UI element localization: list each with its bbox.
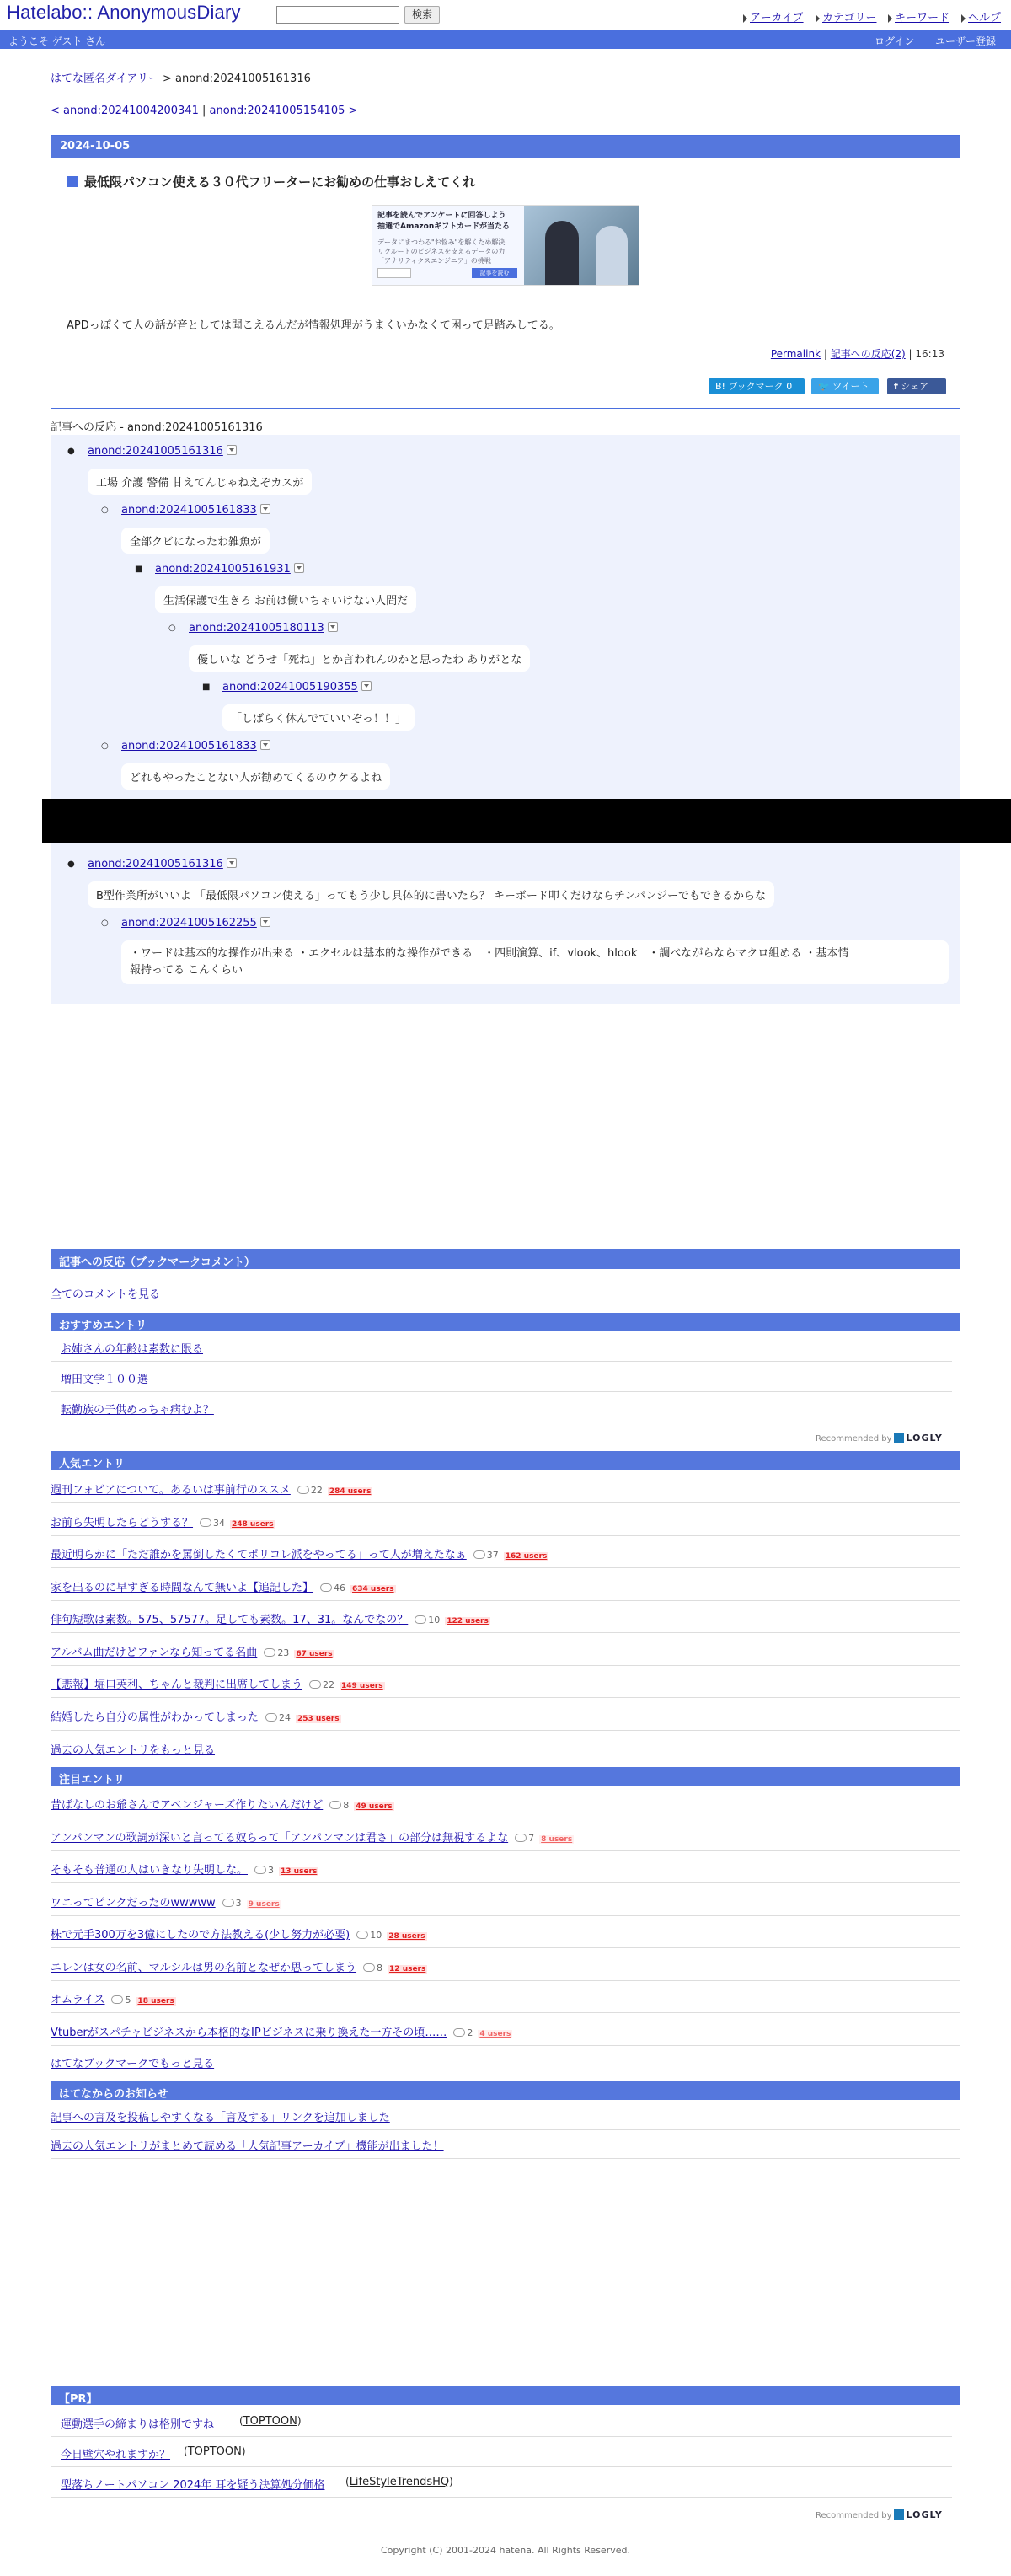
comment-bubble-icon [265,1713,277,1722]
comment-count[interactable] [222,1898,242,1909]
attention-heading: 注目エントリ [51,1767,960,1786]
comment-bubble-icon [356,1931,368,1939]
entry-line [51,2023,512,2039]
article-date: 2024-10-05 [51,136,960,158]
pager [51,104,357,117]
entry-line [51,1675,385,1691]
comment-count[interactable] [473,1550,499,1561]
search-button[interactable]: 検索 [404,6,440,24]
comment-number: 22 [323,1679,335,1690]
square-icon [67,176,78,187]
comment-bubble-icon [309,1680,321,1689]
entry-line [51,1796,394,1812]
site-logo[interactable]: Hatelabo:: AnonymousDiary [7,2,241,23]
comment-number: 3 [235,1897,242,1909]
reaction-link[interactable]: anond:20241005161833 [121,740,257,752]
comment-bubble-icon [200,1518,211,1527]
comment-count[interactable] [254,1865,274,1876]
comment-count[interactable] [264,1647,289,1658]
pr-source: (TOPTOON) [184,2445,246,2458]
users-badge[interactable]: 634 users [352,1584,394,1593]
reaction-link[interactable]: anond:20241005180113 [189,622,324,635]
reaction-item [121,917,270,929]
next-entry-link[interactable]: anond:20241005154105 > [209,104,358,117]
reaction-item [222,681,372,694]
reactions-link[interactable]: 記事への反応(2) [830,348,906,360]
comment-count[interactable] [200,1518,225,1529]
reaction-link[interactable]: anond:20241005190355 [222,681,358,694]
comment-number: 34 [213,1517,226,1529]
entry-row [51,1569,960,1601]
comment-number: 10 [428,1615,441,1625]
breadcrumb-root[interactable]: はてな匿名ダイアリー [51,72,159,85]
comment-count[interactable] [453,2027,473,2038]
reaction-text: 工場 介護 警備 甘えてんじゃねえぞカスが [88,469,312,495]
comment-number: 23 [277,1647,290,1658]
comment-bubble-icon [254,1866,266,1874]
comment-number: 8 [377,1962,383,1974]
users-badge[interactable]: 28 users [388,1932,425,1941]
entry-row [51,1851,960,1883]
comment-bubble-icon [363,1963,375,1972]
entry-line [51,1990,176,2006]
entry-link[interactable]: お前ら失明したらどうする？ [51,1516,194,1529]
dropdown-icon[interactable] [260,504,270,514]
recommended-item [51,1362,952,1392]
entry-row [51,1981,960,2013]
comment-number: 3 [268,1865,275,1876]
entry-row [51,1666,960,1698]
article-meta: Permalink | 記事への反応(2) | 16:13 [770,348,944,360]
post-time: | 16:13 [908,348,944,360]
bullet-icon: ● [67,447,75,456]
entry-line [51,1610,490,1626]
entry-line [51,1893,281,1909]
reaction-item [88,858,237,870]
comment-bubble-icon [111,1995,123,2004]
reaction-text: 生活保護で生きろ お前は働いちゃいけない人間だ [155,586,416,613]
comment-bubble-icon [329,1801,341,1809]
users-badge[interactable]: 49 users [356,1802,393,1811]
recommended-link[interactable]: お姉さんの年齢は素数に限る [61,1343,204,1356]
triangle-icon [816,14,820,23]
users-badge[interactable]: 149 users [341,1682,383,1690]
reaction-item [189,622,338,635]
entry-link[interactable]: 家を出るのに早すぎる時間なんて無いよ【追記した】 [51,1581,314,1594]
comment-number: 8 [343,1800,350,1811]
news-item [51,2130,960,2159]
entry-link[interactable]: 最近明らかに「ただ誰かを罵倒したくてポリコレ派をやってる」って人が増えたなぁ [51,1549,467,1561]
comment-count[interactable] [515,1833,534,1844]
welcome-text: ようこそ ゲスト さん [8,35,106,47]
comment-bubble-icon [222,1899,234,1907]
comment-count[interactable] [297,1485,323,1496]
article-title: 最低限パソコン使える３０代フリーターにお勧めの仕事おしえてくれ [67,173,475,190]
dropdown-icon[interactable] [227,858,237,868]
dropdown-icon[interactable] [328,622,338,632]
news-heading: はてなからのお知らせ [51,2081,960,2100]
entry-link[interactable]: 昔ばなしのお爺さんでアベンジャーズ作りたいんだけど [51,1799,324,1812]
entry-line [51,1958,427,1974]
entry-row [51,1699,960,1731]
entry-link[interactable]: エレンは女の名前、マルシルは男の名前となぜか思ってしまう [51,1961,357,1974]
breadcrumb [51,69,311,85]
users-badge[interactable]: 4 users [479,2029,511,2038]
entry-row [51,1536,960,1568]
reaction-text: 優しいな どうせ「死ね」とか言われんのかと思ったわ ありがとな [189,645,530,672]
recommended-link[interactable]: 転勤族の子供めっちゃ病むよ？ [61,1404,214,1417]
dropdown-icon[interactable] [260,917,270,927]
pr-item [51,2467,952,2498]
entry-row [51,1819,960,1851]
comment-number: 22 [310,1485,323,1496]
search-input[interactable] [276,6,399,24]
entry-row [51,1786,960,1818]
entry-row [51,1601,960,1633]
comment-number: 2 [467,2027,473,2038]
recommended-item [51,1392,952,1422]
reactions-heading: 記事への反応 - anond:20241005161316 [51,418,960,436]
hatena-bookmark-button[interactable]: B! ブックマーク 0 [709,378,805,394]
bookmark-comments-heading: 記事への反応（ブックマークコメント） [51,1249,960,1269]
entry-line [51,1481,372,1497]
entry-row [51,1504,960,1536]
nav-category[interactable]: カテゴリー [816,8,876,24]
banner-logo [377,268,411,278]
person-1 [545,221,579,286]
pr-link[interactable]: 型落ちノートパソコン 2024年 耳を疑う決算処分価格 [61,2479,325,2492]
pr-item [51,2437,952,2467]
pager-sep: | [202,104,206,117]
banner-title: 記事を読んでアンケートに回答しよう 抽選でAmazonギフトカードが当たる [377,212,510,231]
bullet-icon: ○ [101,918,109,928]
comment-count[interactable] [265,1712,291,1723]
facebook-share-button[interactable]: f シェア [887,378,946,394]
entry-line [51,1829,574,1845]
news-link[interactable]: 過去の人気エントリがまとめて読める「人気記事アーカイブ」機能が出ました！ [51,2140,444,2153]
entry-link[interactable]: 【悲報】堀口英利、ちゃんと裁判に出席してしまう [51,1679,303,1691]
pr-heading: 【PR】 [51,2386,960,2405]
comment-number: 10 [370,1930,382,1941]
comment-bubble-icon [515,1834,527,1842]
logly-icon [894,1433,904,1443]
comment-number: 5 [125,1995,131,2006]
entry-line [51,1513,275,1529]
pr-source: (LifeStyleTrendsHQ) [345,2476,453,2488]
reaction-link[interactable]: anond:20241005161833 [121,504,257,517]
comment-number: 7 [528,1832,535,1844]
comment-count[interactable] [415,1615,440,1625]
comment-bubble-icon [297,1486,309,1494]
bullet-icon: ○ [101,506,109,515]
comment-bubble-icon [264,1648,275,1657]
entry-link[interactable]: オムライス [51,1994,105,2006]
entry-link[interactable]: 俳句短歌は素数。575、57577。足しても素数。17、31。なんでなの？ [51,1614,409,1626]
users-badge[interactable]: 12 users [389,1964,426,1974]
users-badge[interactable]: 253 users [297,1714,340,1723]
user-bar [0,30,1011,49]
users-badge[interactable]: 162 users [505,1552,548,1561]
entry-link[interactable]: アンパンマンの歌詞が深いと言ってる奴らって「アンパンマンは君さ」の部分は無視するよな [51,1831,509,1845]
entry-row [51,1949,960,1981]
bullet-icon: ○ [168,624,176,633]
ad-banner[interactable] [372,205,639,286]
entry-link[interactable]: 株で元手300万を3億にしたので方法教える(少し努力が必要) [51,1929,350,1941]
article-body: APDっぽくて人の話が音としては聞こえるんだが情報処理がうまくいかなくて困って足踏みしてる。 [67,319,560,332]
dropdown-icon[interactable] [361,681,372,691]
news-link[interactable]: 記事への言及を投稿しやすくなる「言及する」リンクを追加しました [51,2112,390,2124]
comment-number: 37 [486,1550,499,1561]
dropdown-icon[interactable] [294,563,304,573]
users-badge[interactable]: 8 users [541,1834,573,1844]
users-badge[interactable]: 122 users [447,1617,489,1625]
reaction-link[interactable]: anond:20241005162255 [121,917,257,929]
header [0,0,1011,30]
logly-credit: Recommended by LOGLY [816,1433,943,1443]
entry-row [51,1634,960,1666]
pr-link[interactable]: 今日壁穴やれますか？ [61,2449,171,2461]
entry-line [51,1861,318,1877]
reaction-text: 全部クビになったわ雑魚が [121,528,270,554]
banner-subtitle: データにまつわる"お悩み"を解くため解決 リクルートのビジネスを支えるデータの力 「アナリティクスエンジニア」の挑戦 [377,238,506,265]
person-2 [596,226,628,286]
comment-bubble-icon [453,2028,465,2037]
redaction-bar [42,799,1011,843]
nav-help[interactable]: ヘルプ [961,8,1001,24]
twitter-icon: 🐦 [818,381,830,392]
entry-link[interactable]: ワニってピンクだったのwwwww [51,1896,216,1909]
entry-line [51,1643,334,1659]
comment-count[interactable] [356,1930,382,1941]
comment-bubble-icon [320,1583,332,1592]
reaction-item [88,445,237,458]
entry-line [51,1708,341,1724]
reaction-item [121,504,270,517]
comment-number: 24 [279,1711,292,1723]
banner-button[interactable]: 記事を読む [472,268,517,278]
breadcrumb-current: anond:20241005161316 [175,72,311,85]
entry-row [51,2014,960,2046]
recommended-link[interactable]: 増田文学１００選 [61,1374,149,1386]
users-badge[interactable]: 13 users [281,1867,318,1876]
entry-row [51,1916,960,1948]
entry-link[interactable]: アルバム曲だけどファンなら知ってる名曲 [51,1646,258,1659]
reaction-text: B型作業所がいいよ 「最低限パソコン使える」ってもう少し具体的に書いたら？ キーボード叩くだけならチンパンジーでもできるからな [88,881,774,908]
login-link[interactable]: ログイン [875,35,915,47]
reaction-link[interactable]: anond:20241005161316 [88,445,223,458]
reaction-text: どれもやったことない人が勧めてくるのウケるよね [121,763,390,790]
reaction-item [121,740,270,752]
triangle-icon [743,14,747,23]
triangle-icon [888,14,892,23]
recommended-item [51,1331,952,1362]
bullet-icon: ● [67,860,75,869]
comment-bubble-icon [415,1615,426,1624]
triangle-icon [961,14,966,23]
bullet-icon: ■ [202,683,211,692]
reaction-link[interactable]: anond:20241005161316 [88,858,223,870]
users-badge[interactable]: 67 users [296,1649,333,1658]
dropdown-icon[interactable] [227,445,237,455]
comment-count[interactable] [329,1800,349,1811]
prev-entry-link[interactable]: < anond:20241004200341 [51,104,199,117]
copyright: Copyright (C) 2001-2024 hatena. All Rights Reserved. [381,2545,630,2556]
entry-row [51,1884,960,1916]
reaction-text: ・ワードは基本的な操作が出来る ・エクセルは基本的な操作ができる ・四則演算、if、vlook、hlook ・調べながらならマクロ組める ・基本情 報持ってる こんくらい [121,940,949,984]
entry-link[interactable]: そもそも普通の人はいきなり失明しな。 [51,1864,249,1877]
comment-count[interactable] [363,1963,382,1974]
entry-line [51,1545,548,1561]
entry-link[interactable]: 週刊フォビアについて。あるいは事前行のススメ [51,1484,291,1497]
all-comments-link[interactable]: 全てのコメントを見る [51,1288,161,1301]
users-badge[interactable]: 284 users [329,1487,372,1496]
comment-bubble-icon [473,1550,485,1559]
nav-keyword[interactable]: キーワード [888,8,949,24]
attention-more-link[interactable]: はてなブックマークでもっと見る [51,2058,215,2070]
entry-row [51,1471,960,1503]
breadcrumb-sep: > [162,72,172,85]
nav-archive[interactable]: アーカイブ [743,8,804,24]
bullet-icon: ■ [135,565,143,574]
article [51,135,960,409]
comment-count[interactable] [111,1995,131,2006]
comment-count[interactable] [320,1583,345,1593]
reactions-tree [51,435,960,1004]
entry-line [51,1925,427,1941]
reaction-item [155,563,304,576]
users-badge[interactable]: 248 users [232,1519,274,1529]
entry-link[interactable]: Vtuberがスパチャビジネスから本格的なIPビジネスに乗り換えた一方その頃…… [51,2026,447,2039]
tweet-button[interactable]: 🐦 ツイート [811,378,879,394]
facebook-icon: f [894,381,898,392]
pr-link[interactable]: 運動選手の締まりは格別ですね [61,2418,215,2431]
register-link[interactable]: ユーザー登録 [935,35,997,47]
pr-item [51,2407,952,2437]
popular-more-link[interactable]: 過去の人気エントリをもっと見る [51,1744,216,1757]
recommended-heading: おすすめエントリ [51,1313,960,1331]
logly-icon [894,2509,904,2520]
bullet-icon: ○ [101,742,109,751]
users-badge[interactable]: 9 users [248,1899,280,1909]
comment-count[interactable] [309,1679,334,1690]
users-badge[interactable]: 18 users [137,1997,174,2006]
reaction-text: 「しばらく休んでていいぞっ！！」 [222,704,415,731]
news-item [51,2102,960,2130]
pr-source: (TOPTOON) [239,2415,302,2428]
popular-heading: 人気エントリ [51,1451,960,1470]
comment-number: 46 [334,1582,346,1593]
reaction-link[interactable]: anond:20241005161931 [155,563,291,576]
logly-credit: Recommended by LOGLY [816,2509,943,2520]
entry-line [51,1578,396,1594]
dropdown-icon[interactable] [260,740,270,750]
entry-link[interactable]: 結婚したら自分の属性がわかってしまった [51,1711,259,1724]
permalink[interactable]: Permalink [770,348,821,360]
